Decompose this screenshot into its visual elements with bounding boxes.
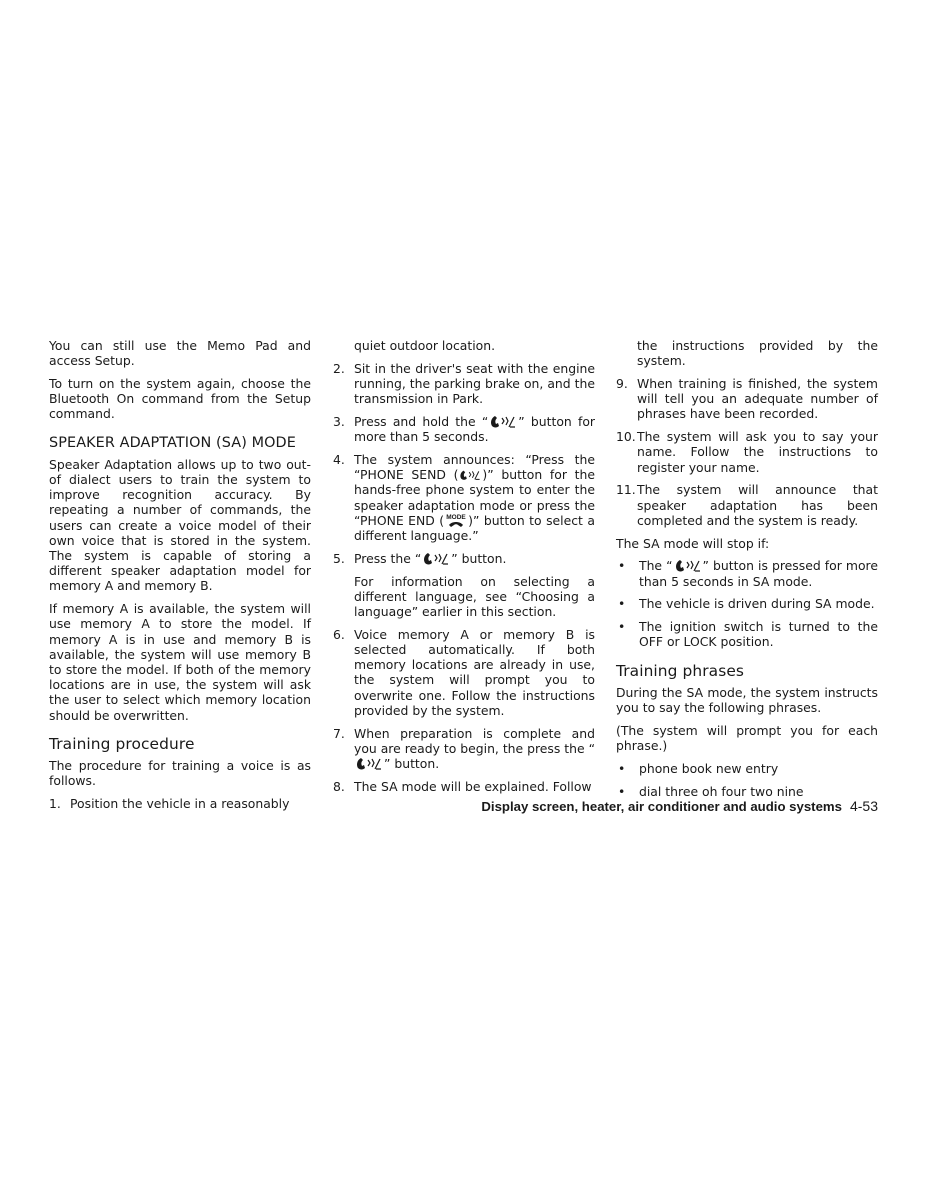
bullet-item xyxy=(616,558,878,588)
bullet-mark: • xyxy=(618,783,626,799)
list-text: The system will ask you to say your name. Follow the instructions to register your name. xyxy=(637,429,878,475)
text-fragment: ” button. xyxy=(384,756,440,772)
talk-button-icon xyxy=(488,414,518,429)
phrases-list xyxy=(616,761,878,799)
list-text xyxy=(354,726,595,772)
bullet-text: The ignition switch is turned to the OFF or LOCK position. xyxy=(639,619,878,650)
list-number: 5. xyxy=(333,550,345,566)
text-fragment: The system announces: “Press the “PHONE SEND ( xyxy=(354,452,595,483)
list-item-11 xyxy=(616,482,878,528)
list-text xyxy=(354,414,595,444)
bullet-text: phone book new entry xyxy=(639,760,779,776)
list-item-4 xyxy=(333,452,595,543)
list-number: 1. xyxy=(49,796,61,812)
list-item-1-continued: quiet outdoor location. xyxy=(354,338,496,353)
list-item-9 xyxy=(616,376,878,422)
bullet-item xyxy=(616,761,878,776)
list-number: 11. xyxy=(616,482,636,498)
talk-button-icon xyxy=(421,551,451,566)
heading-speaker-adaptation: SPEAKER ADAPTATION (SA) MODE xyxy=(49,434,296,451)
paragraph-stop-intro: The SA mode will stop if: xyxy=(616,535,770,551)
bullet-text: dial three oh four two nine xyxy=(639,783,804,799)
list-text: The system will announce that speaker adaptation has been completed and the system is ready. xyxy=(637,482,878,528)
list-text: Voice memory A or memory B is selected automatically. If both memory locations are already in use, the system will prompt you to overwrite one. Follow the instructions provided by the system. xyxy=(354,626,595,718)
text-fragment: Press the “ xyxy=(354,550,422,566)
bullet-item xyxy=(616,784,878,799)
list-number: 9. xyxy=(616,376,628,391)
text-fragment: ” button is pressed for more than 5 seconds in SA mode. xyxy=(639,558,878,589)
text-fragment: )” button to select a different language.” xyxy=(354,512,595,544)
text-fragment: ” button. xyxy=(451,550,507,566)
bullet-mark: • xyxy=(618,760,626,776)
list-number: 6. xyxy=(333,626,345,642)
list-text xyxy=(354,452,595,543)
text-fragment: Press and hold the “ xyxy=(354,414,489,429)
text-fragment: )” button for the hands-free phone system to enter the speaker adaptation mode or press the “PHONE END ( xyxy=(354,467,595,528)
column-2 xyxy=(333,338,595,802)
list-number: 10. xyxy=(616,429,636,445)
list-text: Sit in the driver's seat with the engine running, the parking brake on, and the transmission in Park. xyxy=(354,360,595,407)
list-item-10 xyxy=(616,429,878,475)
list-item-8-continued: the instructions provided by the system. xyxy=(637,338,878,369)
bullet-item xyxy=(616,596,878,611)
list-item-3 xyxy=(333,414,595,444)
mode-label: MODE xyxy=(446,513,466,521)
list-item-8 xyxy=(333,779,595,794)
list-text xyxy=(354,551,595,566)
phone-end-mode-icon xyxy=(444,513,468,528)
paragraph-memory-selection: If memory A is available, the system will use memory A to store the model. If memory A is in use and memory B is available, the system will use memory B to store the model. If both of the memory locations are in use, the system will ask the user to select which memory location should be overwritten. xyxy=(49,601,311,723)
talk-button-icon xyxy=(354,756,384,771)
list-number: 8. xyxy=(333,778,345,794)
text-fragment: The “ xyxy=(639,558,673,574)
heading-training-procedure: Training procedure xyxy=(49,734,195,753)
list-text: When training is finished, the system will tell you an adequate number of phrases have been recorded. xyxy=(637,376,878,422)
paragraph-procedure-intro: The procedure for training a voice is as follows. xyxy=(49,758,311,789)
text-fragment: ” button for more than 5 seconds. xyxy=(354,414,596,445)
text-fragment: When preparation is complete and you are ready to begin, the press the “ xyxy=(354,725,595,756)
paragraph-phrases-intro: During the SA mode, the system instructs you to say the following phrases. xyxy=(616,684,878,716)
bullet-text xyxy=(639,558,878,588)
bullet-mark: • xyxy=(618,558,626,574)
list-number: 2. xyxy=(333,360,345,376)
section-title: Display screen, heater, air conditioner and audio systems xyxy=(481,799,842,814)
paragraph-memo-pad: You can still use the Memo Pad and access Setup. xyxy=(49,338,311,369)
list-text: The SA mode will be explained. Follow xyxy=(354,778,592,794)
page-number: 4-53 xyxy=(849,798,878,814)
list-item-1 xyxy=(49,796,311,811)
list-item-2 xyxy=(333,361,595,407)
list-number: 7. xyxy=(333,725,345,741)
column-1 xyxy=(49,338,311,819)
paragraph-sa-intro: Speaker Adaptation allows up to two out-of dialect users to train the system to improve recognition accuracy. By repeating a number of commands, the users can create a voice model of their own voice that is stored in the system. The system is capable of storing a different speaker adaptation model for memory A and memory B. xyxy=(49,456,311,594)
list-item-5-note: For information on selecting a different language, see “Choosing a language” earlier in this section. xyxy=(354,573,595,620)
list-item-5 xyxy=(333,551,595,566)
bullet-mark: • xyxy=(618,596,626,612)
stop-conditions-list xyxy=(616,558,878,649)
bullet-mark: • xyxy=(618,619,626,635)
paragraph-prompt-note: (The system will prompt you for each phrase.) xyxy=(616,722,878,754)
bullet-text: The vehicle is driven during SA mode. xyxy=(639,596,875,612)
list-number: 4. xyxy=(333,452,345,467)
list-item-7 xyxy=(333,726,595,772)
heading-training-phrases: Training phrases xyxy=(616,661,745,680)
list-item-6 xyxy=(333,627,595,718)
talk-button-icon xyxy=(458,468,482,482)
page-footer xyxy=(400,798,878,814)
bullet-item xyxy=(616,619,878,649)
list-number: 3. xyxy=(333,414,345,429)
talk-button-icon xyxy=(673,558,703,573)
paragraph-bluetooth-on: To turn on the system again, choose the Bluetooth On command from the Setup command. xyxy=(49,376,311,422)
column-3 xyxy=(616,338,878,806)
list-text: Position the vehicle in a reasonably xyxy=(70,796,290,812)
